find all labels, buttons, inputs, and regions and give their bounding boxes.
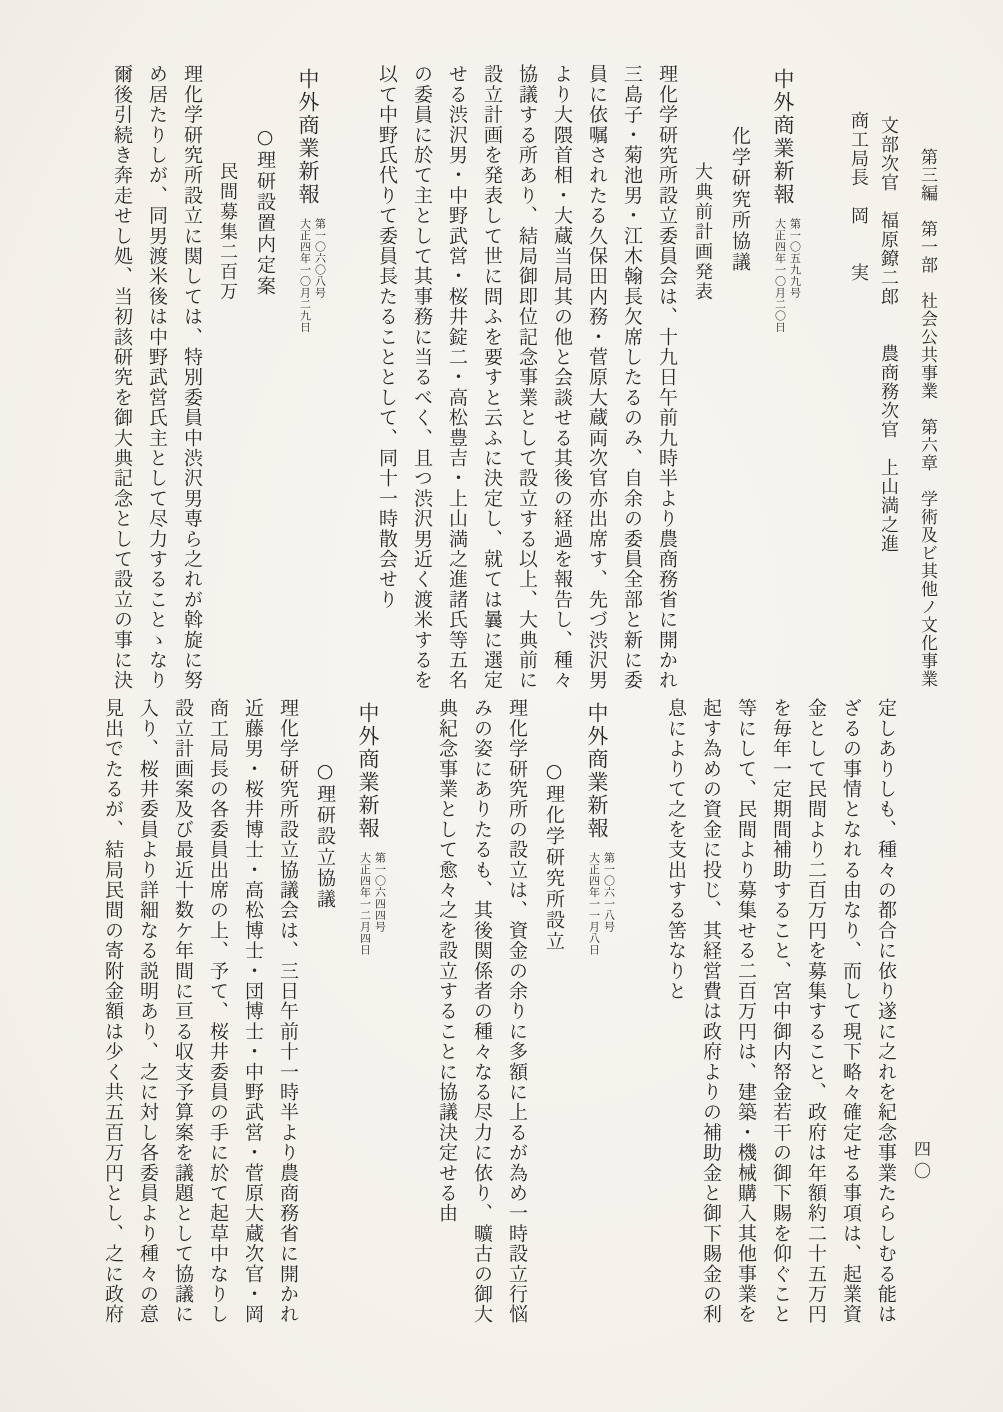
issue-annotation <box>773 218 803 333</box>
article-text-column: 入り、桜井委員より詳細なる説明あり、之に対し各委員より種々の意 <box>137 698 159 1325</box>
article-text-column: 三島子・菊池男・江木翰長欠席したるのみ、自余の委員全部と新に委 <box>621 64 643 691</box>
article-text-column: みの姿にありたるも、其後関係者の種々なる尽力に依り、曠古の御大 <box>471 698 493 1325</box>
issue-date: 大正四年一二月四日 <box>358 852 372 956</box>
article-headline: ○理研設立協議 <box>314 760 336 910</box>
newspaper-citation <box>762 64 804 690</box>
newspaper-name: 中外商業新報 <box>771 68 795 206</box>
article-text-column: 見出でたるが、結局民間の寄附金額は少く共五百万円とし、之に政府 <box>102 698 124 1325</box>
article-text-column: め居たりしが、同男渡米後は中野武営氏主として尽力することゝなり <box>146 64 168 691</box>
article-text-column: 以て中野氏代りて委員長たることとして、同十一時散会せり <box>376 64 398 610</box>
article-text-column: 理化学研究所設立委員会は、十九日午前九時半より農商務省に開かれ <box>656 64 678 691</box>
article-text-column: せる渋沢男・中野武営・桜井錠二・高松豊吉・上山満之進諸氏等五名 <box>446 64 468 691</box>
article-text-column: 金として民間より二百万円を募集すること、政府は年額約二十五万円 <box>805 698 827 1325</box>
issue-date: 大正四年一一月八日 <box>587 852 601 956</box>
article-text-column: 員に依嘱されたる久保田内務・菅原大蔵両次官亦出席す、先づ渋沢男 <box>586 64 608 691</box>
article-text-column: 息によりて之を支出する筈なりと <box>665 698 687 1001</box>
article-text-column: 協議する所あり、結局御即位記念事業として設立する以上、大典前に <box>516 64 538 691</box>
issue-date: 大正四年一〇月二九日 <box>298 218 312 333</box>
newspaper-name: 中外商業新報 <box>296 68 320 206</box>
article-text-column: 設立計画を発表して世に問ふを要すと云ふに決定し、就ては曩に選定 <box>481 64 503 691</box>
byline-officials: 文部次官 福原鐐二郎 農商務次官 上山満之進 <box>878 116 899 553</box>
issue-number: 第一〇五九九号 <box>788 218 802 299</box>
chapter-heading: 第三編 第一部 社会公共事業 第六章 学術及ビ其他ノ文化事業 <box>917 148 937 688</box>
article-text-column: より大隈首相・大蔵当局其の他と会談せる其後の経過を報告し、種々 <box>551 64 573 691</box>
newspaper-name: 中外商業新報 <box>356 702 380 840</box>
article-text-column: 近藤男・桜井博士・高松博士・団博士・中野武営・菅原大蔵次官・岡 <box>242 698 264 1325</box>
issue-annotation <box>587 852 617 956</box>
article-text-column: 等にして、民間より募集せる二百万円は、建築・機械購入其他事業を <box>735 698 757 1325</box>
page-number: 四〇 <box>910 1140 930 1184</box>
issue-date: 大正四年一〇月二〇日 <box>773 218 787 333</box>
newspaper-citation <box>576 698 618 1324</box>
newspaper-name: 中外商業新報 <box>585 702 609 840</box>
byline-officials: 商工局長 岡 実 <box>848 111 869 282</box>
newspaper-citation <box>287 64 329 690</box>
issue-number: 第一〇六一八号 <box>602 852 616 933</box>
article-subheadline: 大典前計画発表 <box>692 162 713 302</box>
article-headline: ○理研設置内定案 <box>254 126 276 297</box>
article-text-column: を毎年一定期間補助すること、宮中御内帑金若干の御下賜を仰ぐこと <box>770 698 792 1325</box>
article-text-column: 爾後引続き奔走せし処、当初該研究を御大典記念として設立の事に決 <box>111 64 133 691</box>
article-text-column: ざるの事情となれる由なり、而して現下略々確定せる事項は、起業資 <box>840 698 862 1325</box>
article-headline: ○理化学研究所設立 <box>543 760 565 952</box>
lower-text-band <box>95 698 903 1324</box>
article-text-column: 商工局長の各委員出席の上、予て、桜井委員の手に於て起草中なりし <box>207 698 229 1325</box>
article-subheadline: 民間募集二百万 <box>217 162 238 302</box>
article-text-column: 設立計画案及び最近十数ケ年間に亘る収支予算案を議題として協議に <box>172 698 194 1325</box>
article-text-column: 典紀念事業として愈々之を設立することに協議決定せる由 <box>436 698 458 1224</box>
issue-number: 第一〇六〇八号 <box>313 218 327 299</box>
article-text-column: の委員に於て主として其事務に当るべく、且つ渋沢男近く渡米するを <box>411 64 433 691</box>
article-text-column: 理化学研究所設立協議会は、三日午前十一時半より農商務省に開かれ <box>277 698 299 1325</box>
upper-text-band <box>104 64 947 690</box>
article-text-column: 起す為めの資金に投じ、其経営費は政府よりの補助金と御下賜金の利 <box>700 698 722 1325</box>
issue-annotation <box>298 218 328 333</box>
newspaper-citation <box>347 698 389 1324</box>
article-text-column: 定しありしも、種々の都合に依り遂に之れを紀念事業たらしむる能は <box>875 698 897 1325</box>
article-text-column: 理化学研究所設立に関しては、特別委員中渋沢男専ら之れが斡旋に努 <box>181 64 203 691</box>
issue-annotation <box>358 852 388 956</box>
article-text-column: 理化学研究所の設立は、資金の余りに多額に上るが為め一時設立行悩 <box>506 698 528 1325</box>
issue-number: 第一〇六四四号 <box>373 852 387 933</box>
article-headline: 化学研究所協議 <box>729 126 751 273</box>
